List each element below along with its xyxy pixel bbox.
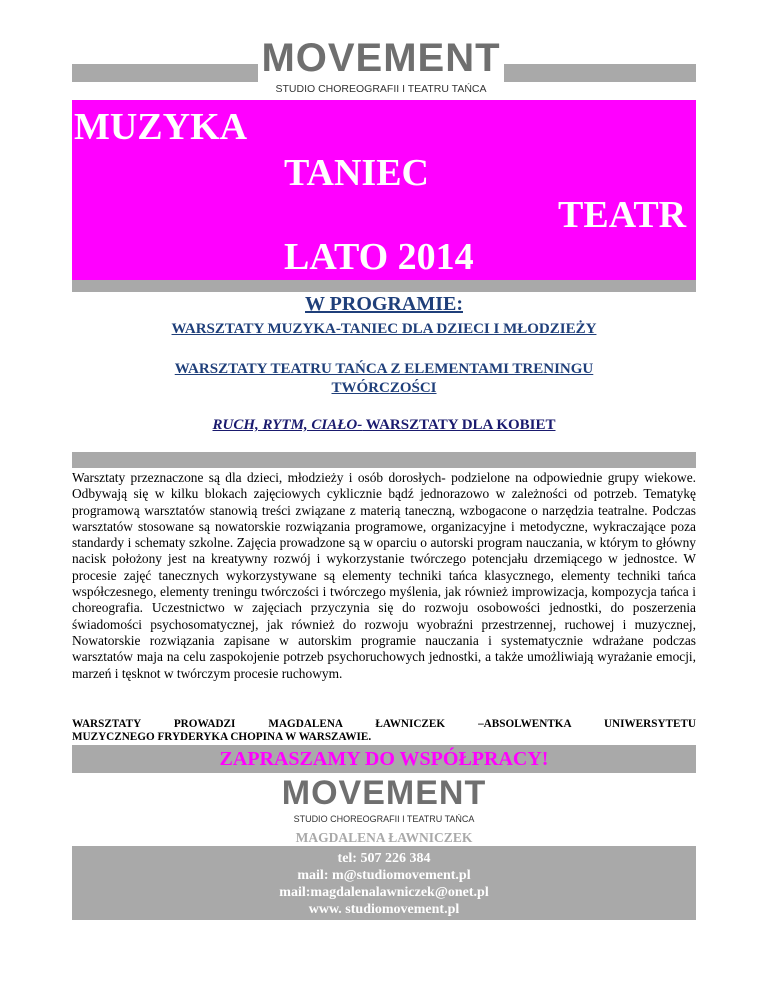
banner	[72, 100, 696, 280]
invite-text: ZAPRASZAMY DO WSPÓŁPRACY!	[219, 748, 549, 770]
program-item-dance-theatre	[72, 360, 696, 398]
description-top-band	[72, 452, 696, 468]
instructor-line2: MUZYCZNEGO FRYDERYKA CHOPINA W WARSZAWIE.	[72, 731, 372, 743]
banner-word-muzyka: MUZYKA	[74, 106, 248, 148]
description-paragraph: Warsztaty przeznaczone są dla dzieci, młodzieży i osób dorosłych- podzielone na odpowiednie grupy wiekowe. Odbywają się w kilku blokach zajęciowych cyklicznie bądź jednorazowo w zależności od potrzeb. Tematykę programową warsztatów stanowią treści związane z materią taneczną, wzbogacone o narzędzia teatralne. Podczas warsztatów stosowane są nowatorskie rozwiązania programowe, organizacyjne i metodyczne, wykraczające poza standardy i schematy szkolne. Zajęcia prowadzone są w oparciu o autorski program nauczania, w którym to główny nacisk położony jest na kreatywny rozwój i wykorzystanie twórczego potencjału drzemiącego w jednostce. W procesie zajęć tanecznych wykorzystywane są elementy techniki tańca klasycznego, elementy techniki tańca współczesnego, elementy treningu twórczości i twórczego myślenia, jak również improwizacja, kompozycja tańca i choreografia. Uczestnictwo w zajęciach przyczynia się do rozwoju osobowości jednostki, do poszerzenia świadomości psychosomatycznej, jak również do rozwoju wyobraźni przestrzennej, ruchowej i muzycznej, Nowatorskie rozwiązania zapisane w autorskim programie nauczania i systematycznie wdrażane podczas warsztatów maja na celu zaspokojenie potrzeb psychoruchowych jednostki, a także umożliwiają wyrażanie emocji, marzeń i tęsknot w twórczym procesie ruchowym.	[72, 470, 696, 681]
program-item-dance-theatre-line1: WARSZTATY TEATRU TAŃCA Z ELEMENTAMI TRENINGU	[174, 361, 594, 377]
header-logo	[258, 34, 504, 100]
contact-email-studio[interactable]: mail: m@studiomovement.pl	[297, 868, 471, 883]
contact-phone: tel: 507 226 384	[337, 851, 431, 866]
logo-subtitle: STUDIO CHOREOGRAFII I TEATRU TAŃCA	[275, 83, 487, 95]
footer-name: MAGDALENA ŁAWNICZEK	[295, 830, 473, 845]
banner-word-taniec: TANIEC	[284, 152, 429, 194]
instructor-note	[72, 718, 696, 744]
logo-wordmark: MOVEMENT	[261, 36, 501, 80]
contact-block	[72, 846, 696, 920]
banner-bottom-band	[72, 280, 696, 292]
footer-logo	[274, 776, 494, 828]
program-item-women-italic: RUCH, RYTM, CIAŁO-	[212, 417, 363, 433]
footer-logo-wordmark: MOVEMENT	[281, 774, 487, 812]
banner-season: LATO 2014	[284, 236, 474, 278]
instructor-line1: WARSZTATY PROWADZI MAGDALENA ŁAWNICZEK –ABSOLWENTKA UNIWERSYTETU	[72, 718, 696, 730]
contact-website[interactable]: www. studiomovement.pl	[308, 902, 460, 917]
contact-email-personal[interactable]: mail:magdalenalawniczek@onet.pl	[279, 885, 489, 900]
footer-logo-subtitle: STUDIO CHOREOGRAFII I TEATRU TAŃCA	[293, 814, 475, 824]
program-item-music-dance: WARSZTATY MUZYKA-TANIEC DLA DZIECI I MŁODZIEŻY	[171, 321, 597, 337]
program-heading: W PROGRAMIE:	[305, 293, 463, 315]
program-item-dance-theatre-line2: TWÓRCZOŚCI	[331, 380, 437, 396]
banner-word-teatr: TEATR	[558, 194, 687, 236]
program-item-women-rest: WARSZTATY DLA KOBIET	[362, 417, 556, 433]
program-item-women	[72, 416, 696, 434]
